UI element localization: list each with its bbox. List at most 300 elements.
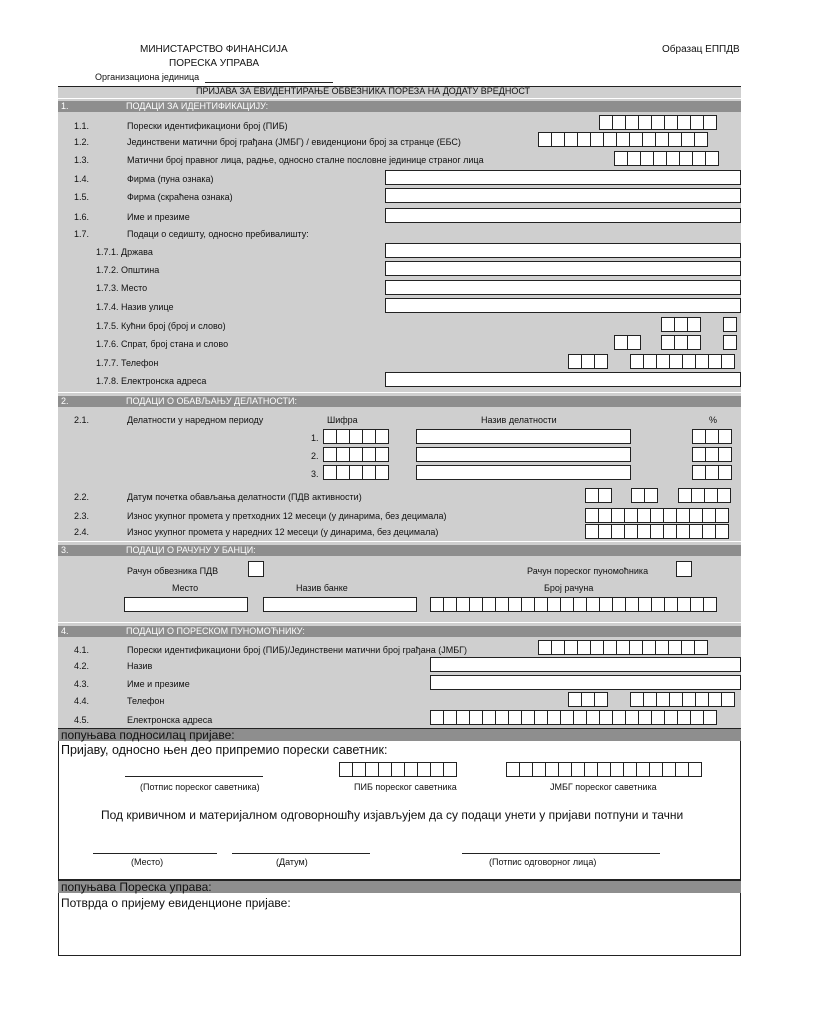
- input-box[interactable]: [564, 132, 578, 147]
- activity-code-boxes[interactable]: [323, 465, 388, 480]
- input-box[interactable]: [521, 597, 535, 612]
- input-box[interactable]: [573, 710, 587, 725]
- input-box[interactable]: [674, 335, 688, 350]
- input-box[interactable]: [616, 132, 630, 147]
- input-box[interactable]: [638, 710, 652, 725]
- input-box[interactable]: [585, 524, 599, 539]
- section-title: ПОДАЦИ ЗА ИДЕНТИФИКАЦИЈУ:: [126, 101, 269, 111]
- input-box[interactable]: [581, 692, 595, 707]
- input-box[interactable]: [674, 317, 688, 332]
- input-box[interactable]: [694, 132, 708, 147]
- proxy-title-field[interactable]: [430, 657, 741, 672]
- input-box[interactable]: [715, 508, 729, 523]
- section-number: 2.: [61, 396, 69, 406]
- input-box[interactable]: [362, 429, 376, 444]
- input-box[interactable]: [627, 335, 641, 350]
- input-box[interactable]: [705, 429, 719, 444]
- input-box[interactable]: [611, 524, 625, 539]
- row-num: 2.4.: [74, 527, 90, 537]
- input-box[interactable]: [689, 524, 703, 539]
- input-box[interactable]: [560, 597, 574, 612]
- name-field[interactable]: [385, 208, 741, 223]
- input-box[interactable]: [551, 640, 565, 655]
- input-box[interactable]: [715, 524, 729, 539]
- section-1-header: [58, 101, 741, 112]
- input-box[interactable]: [703, 710, 717, 725]
- input-box[interactable]: [677, 115, 691, 130]
- next-turnover-boxes[interactable]: [585, 524, 728, 539]
- input-box[interactable]: [640, 151, 654, 166]
- input-box[interactable]: [349, 465, 363, 480]
- input-box[interactable]: [362, 465, 376, 480]
- input-box[interactable]: [430, 710, 444, 725]
- activity-name-field[interactable]: [416, 465, 631, 480]
- input-box[interactable]: [598, 488, 612, 503]
- vat-account-label: Рачун обвезника ПДВ: [127, 566, 219, 576]
- department-name: ПОРЕСКА УПРАВА: [169, 58, 260, 69]
- input-box[interactable]: [521, 710, 535, 725]
- row-num: 1.7.: [74, 229, 90, 239]
- input-box[interactable]: [627, 151, 641, 166]
- input-box[interactable]: [594, 354, 608, 369]
- input-box[interactable]: [577, 132, 591, 147]
- org-unit-input-line[interactable]: [205, 82, 333, 83]
- input-box[interactable]: [573, 597, 587, 612]
- input-box[interactable]: [612, 710, 626, 725]
- row-num: 4.2.: [74, 661, 90, 671]
- proxy-title-label: Назив: [127, 661, 153, 671]
- input-box[interactable]: [624, 524, 638, 539]
- input-box[interactable]: [349, 447, 363, 462]
- input-box[interactable]: [495, 710, 509, 725]
- input-box[interactable]: [545, 762, 559, 777]
- row-num: 1.2.: [74, 137, 90, 147]
- input-box[interactable]: [590, 640, 604, 655]
- advisor-jmbg-caption: ЈМБГ пореског саветника: [550, 782, 657, 792]
- input-box[interactable]: [655, 132, 669, 147]
- advisor-pib-caption: ПИБ пореског саветника: [354, 782, 457, 792]
- input-box[interactable]: [603, 132, 617, 147]
- input-box[interactable]: [663, 508, 677, 523]
- input-box[interactable]: [375, 447, 389, 462]
- input-box[interactable]: [630, 692, 644, 707]
- phone-label: 1.7.7. Телефон: [96, 358, 159, 368]
- input-box[interactable]: [611, 508, 625, 523]
- input-box[interactable]: [690, 597, 704, 612]
- input-box[interactable]: [538, 132, 552, 147]
- input-box[interactable]: [644, 488, 658, 503]
- vat-account-checkbox[interactable]: [248, 561, 264, 577]
- advisor-jmbg-boxes[interactable]: [506, 762, 701, 777]
- input-box[interactable]: [721, 692, 735, 707]
- apartment-boxes[interactable]: [661, 335, 700, 350]
- input-box[interactable]: [508, 597, 522, 612]
- input-box[interactable]: [669, 692, 683, 707]
- input-box[interactable]: [677, 597, 691, 612]
- input-box[interactable]: [336, 429, 350, 444]
- input-box[interactable]: [577, 640, 591, 655]
- input-box[interactable]: [430, 762, 444, 777]
- input-box[interactable]: [718, 429, 732, 444]
- input-box[interactable]: [694, 640, 708, 655]
- input-box[interactable]: [584, 762, 598, 777]
- input-box[interactable]: [568, 354, 582, 369]
- input-box[interactable]: [599, 710, 613, 725]
- input-box[interactable]: [391, 762, 405, 777]
- input-box[interactable]: [703, 115, 717, 130]
- input-box[interactable]: [456, 710, 470, 725]
- activities-label: Делатности у наредном периоду: [127, 415, 264, 425]
- input-box[interactable]: [560, 710, 574, 725]
- input-box[interactable]: [630, 354, 644, 369]
- place-caption: (Место): [131, 857, 164, 867]
- input-box[interactable]: [669, 354, 683, 369]
- input-box[interactable]: [534, 597, 548, 612]
- input-box[interactable]: [705, 151, 719, 166]
- input-box[interactable]: [650, 508, 664, 523]
- input-box[interactable]: [506, 762, 520, 777]
- section-number: 4.: [61, 626, 69, 636]
- input-box[interactable]: [586, 597, 600, 612]
- row-num: 2.1.: [74, 415, 90, 425]
- input-box[interactable]: [638, 597, 652, 612]
- input-box[interactable]: [323, 429, 337, 444]
- input-box[interactable]: [705, 447, 719, 462]
- input-box[interactable]: [661, 317, 675, 332]
- start-year-boxes[interactable]: [678, 488, 730, 503]
- input-box[interactable]: [689, 508, 703, 523]
- input-box[interactable]: [430, 597, 444, 612]
- input-box[interactable]: [339, 762, 353, 777]
- street-label: 1.7.4. Назив улице: [96, 302, 174, 312]
- input-box[interactable]: [362, 447, 376, 462]
- activity-name-column-header: Назив делатности: [481, 415, 557, 425]
- input-box[interactable]: [656, 692, 670, 707]
- input-box[interactable]: [692, 465, 706, 480]
- input-box[interactable]: [661, 335, 675, 350]
- input-box[interactable]: [614, 151, 628, 166]
- input-box[interactable]: [655, 640, 669, 655]
- input-box[interactable]: [651, 115, 665, 130]
- input-box[interactable]: [687, 317, 701, 332]
- input-box[interactable]: [349, 429, 363, 444]
- input-box[interactable]: [681, 132, 695, 147]
- input-box[interactable]: [456, 597, 470, 612]
- input-box[interactable]: [651, 710, 665, 725]
- activity-line-num: 2.: [311, 451, 319, 461]
- input-box[interactable]: [614, 335, 628, 350]
- input-box[interactable]: [653, 151, 667, 166]
- input-box[interactable]: [668, 132, 682, 147]
- input-box[interactable]: [352, 762, 366, 777]
- input-box[interactable]: [690, 115, 704, 130]
- input-box[interactable]: [590, 132, 604, 147]
- input-box[interactable]: [375, 429, 389, 444]
- input-box[interactable]: [637, 524, 651, 539]
- activity-percent-boxes[interactable]: [692, 465, 731, 480]
- input-box[interactable]: [690, 710, 704, 725]
- input-box[interactable]: [708, 354, 722, 369]
- country-field[interactable]: [385, 243, 741, 258]
- tax-office-header-text: попуњава Пореска управа:: [61, 880, 212, 894]
- address-label: Подаци о седишту, односно пребивалишту:: [127, 229, 309, 239]
- input-box[interactable]: [519, 762, 533, 777]
- input-box[interactable]: [443, 762, 457, 777]
- input-box[interactable]: [676, 508, 690, 523]
- input-box[interactable]: [365, 762, 379, 777]
- input-box[interactable]: [417, 762, 431, 777]
- input-box[interactable]: [650, 524, 664, 539]
- input-box[interactable]: [692, 447, 706, 462]
- proxy-account-label: Рачун пореског пуномоћника: [527, 566, 649, 576]
- input-box[interactable]: [375, 465, 389, 480]
- input-box[interactable]: [677, 710, 691, 725]
- proxy-phone-label: Телефон: [127, 696, 165, 706]
- proxy-name-field[interactable]: [430, 675, 741, 690]
- input-box[interactable]: [718, 447, 732, 462]
- code-column-header: Шифра: [327, 415, 358, 425]
- input-box[interactable]: [378, 762, 392, 777]
- input-box[interactable]: [643, 692, 657, 707]
- advisor-pib-boxes[interactable]: [339, 762, 456, 777]
- input-box[interactable]: [692, 429, 706, 444]
- input-box[interactable]: [624, 508, 638, 523]
- input-box[interactable]: [598, 524, 612, 539]
- input-box[interactable]: [678, 488, 692, 503]
- input-box[interactable]: [631, 488, 645, 503]
- applicant-header-text: попуњава подносилац пријаве:: [61, 728, 235, 742]
- account-number-column-header: Број рачуна: [544, 583, 594, 593]
- input-box[interactable]: [610, 762, 624, 777]
- input-box[interactable]: [702, 508, 716, 523]
- registration-number-boxes[interactable]: [614, 151, 718, 166]
- row-num: 2.3.: [74, 511, 90, 521]
- phone-prefix-boxes[interactable]: [568, 354, 607, 369]
- prepared-by-text: Пријаву, односно њен део припремио порески саветник:: [61, 743, 388, 757]
- activity-name-field[interactable]: [416, 447, 631, 462]
- input-box[interactable]: [612, 115, 626, 130]
- prev-turnover-boxes[interactable]: [585, 508, 728, 523]
- input-box[interactable]: [681, 640, 695, 655]
- input-box[interactable]: [532, 762, 546, 777]
- input-box[interactable]: [495, 597, 509, 612]
- proxy-email-boxes[interactable]: [430, 710, 716, 725]
- input-box[interactable]: [682, 692, 696, 707]
- input-box[interactable]: [508, 710, 522, 725]
- input-box[interactable]: [581, 354, 595, 369]
- input-box[interactable]: [721, 354, 735, 369]
- input-box[interactable]: [551, 132, 565, 147]
- place-line[interactable]: [93, 853, 217, 854]
- section-number: 1.: [61, 101, 69, 111]
- municipality-field[interactable]: [385, 261, 741, 276]
- country-label: 1.7.1. Држава: [96, 247, 153, 257]
- input-box[interactable]: [708, 692, 722, 707]
- input-box[interactable]: [623, 762, 637, 777]
- input-box[interactable]: [538, 640, 552, 655]
- account-number-boxes[interactable]: [430, 597, 716, 612]
- input-box[interactable]: [656, 354, 670, 369]
- start-month-boxes[interactable]: [631, 488, 657, 503]
- title-divider: [58, 86, 741, 87]
- input-box[interactable]: [625, 710, 639, 725]
- section-title: ПОДАЦИ О ПОРЕСКОМ ПУНОМОЋНИКУ:: [126, 626, 305, 636]
- activity-percent-boxes[interactable]: [692, 447, 731, 462]
- date-line[interactable]: [232, 853, 370, 854]
- input-box[interactable]: [638, 115, 652, 130]
- input-box[interactable]: [443, 710, 457, 725]
- input-box[interactable]: [594, 692, 608, 707]
- email-field[interactable]: [385, 372, 741, 387]
- input-box[interactable]: [323, 465, 337, 480]
- input-box[interactable]: [612, 597, 626, 612]
- input-box[interactable]: [547, 710, 561, 725]
- company-short-field[interactable]: [385, 188, 741, 203]
- prev-turnover-label: Износ укупног промета у претходних 12 месеци (у динарима, без децимала): [127, 511, 447, 521]
- input-box[interactable]: [625, 115, 639, 130]
- date-caption: (Датум): [276, 857, 308, 867]
- proxy-account-checkbox[interactable]: [676, 561, 692, 577]
- org-unit-label: Организациона јединица: [95, 72, 200, 82]
- input-box[interactable]: [695, 692, 709, 707]
- input-box[interactable]: [598, 508, 612, 523]
- jmbg-boxes[interactable]: [538, 132, 707, 147]
- input-box[interactable]: [443, 597, 457, 612]
- input-box[interactable]: [564, 640, 578, 655]
- pib-boxes[interactable]: [599, 115, 716, 130]
- input-box[interactable]: [469, 710, 483, 725]
- input-box[interactable]: [629, 640, 643, 655]
- input-box[interactable]: [586, 710, 600, 725]
- input-box[interactable]: [323, 447, 337, 462]
- company-full-label: Фирма (пуна ознака): [127, 174, 214, 184]
- input-box[interactable]: [643, 354, 657, 369]
- input-box[interactable]: [717, 488, 731, 503]
- input-box[interactable]: [636, 762, 650, 777]
- input-box[interactable]: [534, 710, 548, 725]
- input-box[interactable]: [547, 597, 561, 612]
- input-box[interactable]: [705, 465, 719, 480]
- proxy-pib-label: Порески идентификациони број (ПИБ)/Јединствени матични број грађана (ЈМБГ): [127, 645, 468, 655]
- street-field[interactable]: [385, 298, 741, 313]
- input-box[interactable]: [469, 597, 483, 612]
- input-box[interactable]: [692, 151, 706, 166]
- input-box[interactable]: [642, 132, 656, 147]
- input-box[interactable]: [651, 597, 665, 612]
- input-box[interactable]: [616, 640, 630, 655]
- row-num: 1.4.: [74, 174, 90, 184]
- row-num: 1.6.: [74, 212, 90, 222]
- input-box[interactable]: [597, 762, 611, 777]
- proxy-pib-boxes[interactable]: [538, 640, 707, 655]
- input-box[interactable]: [404, 762, 418, 777]
- floor-apartment-label: 1.7.6. Спрат, број стана и слово: [96, 339, 229, 349]
- proxy-phone-number-boxes[interactable]: [630, 692, 734, 707]
- bank-name-column-header: Назив банке: [296, 583, 348, 593]
- row-num: 4.1.: [74, 645, 90, 655]
- form-code: Образац ЕППДВ: [662, 44, 740, 55]
- input-box[interactable]: [336, 447, 350, 462]
- input-box[interactable]: [675, 762, 689, 777]
- input-box[interactable]: [642, 640, 656, 655]
- advisor-signature-line[interactable]: [125, 776, 263, 777]
- floor-boxes[interactable]: [614, 335, 640, 350]
- proxy-phone-prefix-boxes[interactable]: [568, 692, 607, 707]
- activity-name-field[interactable]: [416, 429, 631, 444]
- input-box[interactable]: [676, 524, 690, 539]
- input-box[interactable]: [679, 151, 693, 166]
- input-box[interactable]: [703, 597, 717, 612]
- input-box[interactable]: [664, 597, 678, 612]
- input-box[interactable]: [336, 465, 350, 480]
- input-box[interactable]: [585, 508, 599, 523]
- input-box[interactable]: [664, 115, 678, 130]
- place-label: 1.7.3. Место: [96, 283, 148, 293]
- name-label: Име и презиме: [127, 212, 190, 222]
- input-box[interactable]: [662, 762, 676, 777]
- place-field[interactable]: [385, 280, 741, 295]
- activity-percent-boxes[interactable]: [692, 429, 731, 444]
- input-box[interactable]: [649, 762, 663, 777]
- input-box[interactable]: [668, 640, 682, 655]
- input-box[interactable]: [571, 762, 585, 777]
- input-box[interactable]: [568, 692, 582, 707]
- input-box[interactable]: [599, 597, 613, 612]
- declaration-text: Под кривичном и материјалном одговорношћу изјављујем да су подаци унети у пријави потпуни и тачни: [101, 808, 684, 822]
- input-box[interactable]: [629, 132, 643, 147]
- house-number-boxes[interactable]: [661, 317, 700, 332]
- percent-column-header: %: [709, 415, 718, 425]
- input-box[interactable]: [482, 710, 496, 725]
- input-box[interactable]: [691, 488, 705, 503]
- bank-place-field[interactable]: [124, 597, 248, 612]
- advisor-signature-caption: (Потпис пореског саветника): [140, 782, 260, 792]
- input-box[interactable]: [482, 597, 496, 612]
- input-box[interactable]: [666, 151, 680, 166]
- input-box[interactable]: [682, 354, 696, 369]
- section-4-header: [58, 626, 741, 637]
- input-box[interactable]: [603, 640, 617, 655]
- input-box[interactable]: [718, 465, 732, 480]
- responsible-signature-line[interactable]: [462, 853, 660, 854]
- input-box[interactable]: [558, 762, 572, 777]
- input-box[interactable]: [695, 354, 709, 369]
- input-box[interactable]: [702, 524, 716, 539]
- activity-line-num: 1.: [311, 433, 319, 443]
- company-full-field[interactable]: [385, 170, 741, 185]
- input-box[interactable]: [704, 488, 718, 503]
- activity-code-boxes[interactable]: [323, 429, 388, 444]
- section-3-header: [58, 545, 741, 556]
- input-box[interactable]: [625, 597, 639, 612]
- input-box[interactable]: [599, 115, 613, 130]
- activity-code-boxes[interactable]: [323, 447, 388, 462]
- house-letter-box[interactable]: [723, 317, 737, 332]
- bank-place-column-header: Место: [172, 583, 199, 593]
- activity-line-num: 3.: [311, 469, 319, 479]
- apartment-letter-box[interactable]: [723, 335, 737, 350]
- bank-name-field[interactable]: [263, 597, 417, 612]
- input-box[interactable]: [637, 508, 651, 523]
- phone-number-boxes[interactable]: [630, 354, 734, 369]
- input-box[interactable]: [585, 488, 599, 503]
- start-day-boxes[interactable]: [585, 488, 611, 503]
- responsible-signature-caption: (Потпис одговорног лица): [489, 857, 597, 867]
- input-box[interactable]: [664, 710, 678, 725]
- input-box[interactable]: [688, 762, 702, 777]
- input-box[interactable]: [687, 335, 701, 350]
- input-box[interactable]: [663, 524, 677, 539]
